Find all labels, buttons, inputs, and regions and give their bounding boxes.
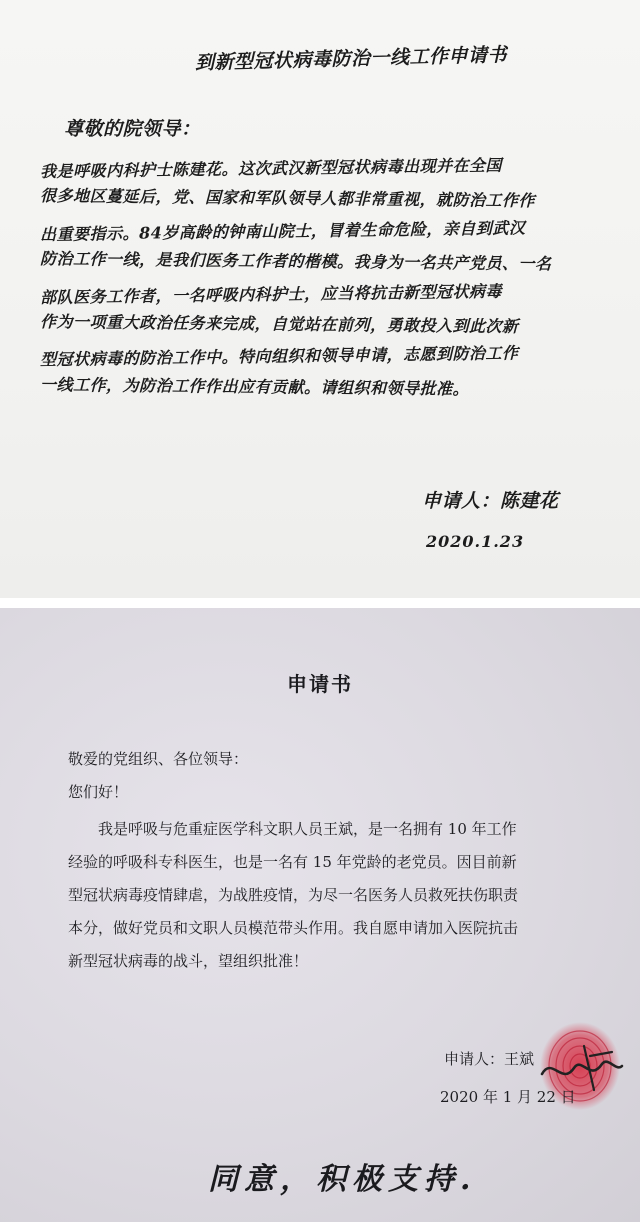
handwritten-letter [0, 0, 640, 598]
paragraph-line: 我是呼吸与危重症医学科文职人员王斌，是一名拥有 10 年工作 [98, 820, 517, 838]
letter-date: 2020.1.23 [426, 532, 525, 551]
body-line: 出重要指示。84岁高龄的钟南山院士，冒着生命危险，亲自到武汉 [39, 218, 526, 244]
body-line: 作为一项重大政治任务来完成，自觉站在前列，勇敢投入到此次新 [39, 311, 519, 336]
image-divider [0, 598, 640, 608]
paragraph-line: 新型冠状病毒的战斗，望组织批准！ [68, 952, 309, 970]
paragraph-line: 型冠状病毒疫情肆虐，为战胜疫情，为尽一名医务人员救死扶伤职责 [68, 886, 519, 904]
body-line: 型冠状病毒的防治工作中。特向组织和领导申请，志愿到防治工作 [39, 343, 519, 370]
printed-letter [0, 608, 640, 1222]
paragraph-line: 经验的呼吸科专科医生，也是一名有 15 年党龄的老党员。因目前新 [68, 853, 517, 871]
body-line: 部队医务工作者，一名呼吸内科护士，应当将抗击新型冠状病毒 [39, 281, 503, 307]
document-title: 申请书 [287, 672, 353, 696]
body-line: 很多地区蔓延后，党、国家和军队领导人都非常重视，就防治工作作 [39, 186, 536, 211]
document-date: 2020 年 1 月 22 日 [440, 1088, 576, 1106]
document-greeting: 您们好！ [68, 783, 129, 801]
letter-salutation: 尊敬的院领导： [64, 118, 201, 140]
paragraph-line: 本分，做好党员和文职人员模范带头作用。我自愿申请加入医院抗击 [68, 919, 519, 937]
approval-handwriting: 同意，积极支持. [208, 1162, 477, 1197]
document-body [68, 813, 588, 978]
letter-title: 到新型冠状病毒防治一线工作申请书 [194, 43, 508, 74]
body-line: 我是呼吸内科护士陈建花。这次武汉新型冠状病毒出现并在全国 [39, 155, 503, 182]
body-line: 防治工作一线，是我们医务工作者的楷模。我身为一名共产党员、一名 [39, 249, 552, 274]
letter-body [40, 152, 620, 403]
letter-signature: 申请人：陈建花 [422, 490, 559, 512]
document-signature: 申请人：王斌 [444, 1050, 535, 1068]
body-line: 一线工作，为防治工作作出应有贡献。请组织和领导批准。 [39, 374, 470, 399]
document-salutation: 敬爱的党组织、各位领导： [68, 750, 249, 768]
